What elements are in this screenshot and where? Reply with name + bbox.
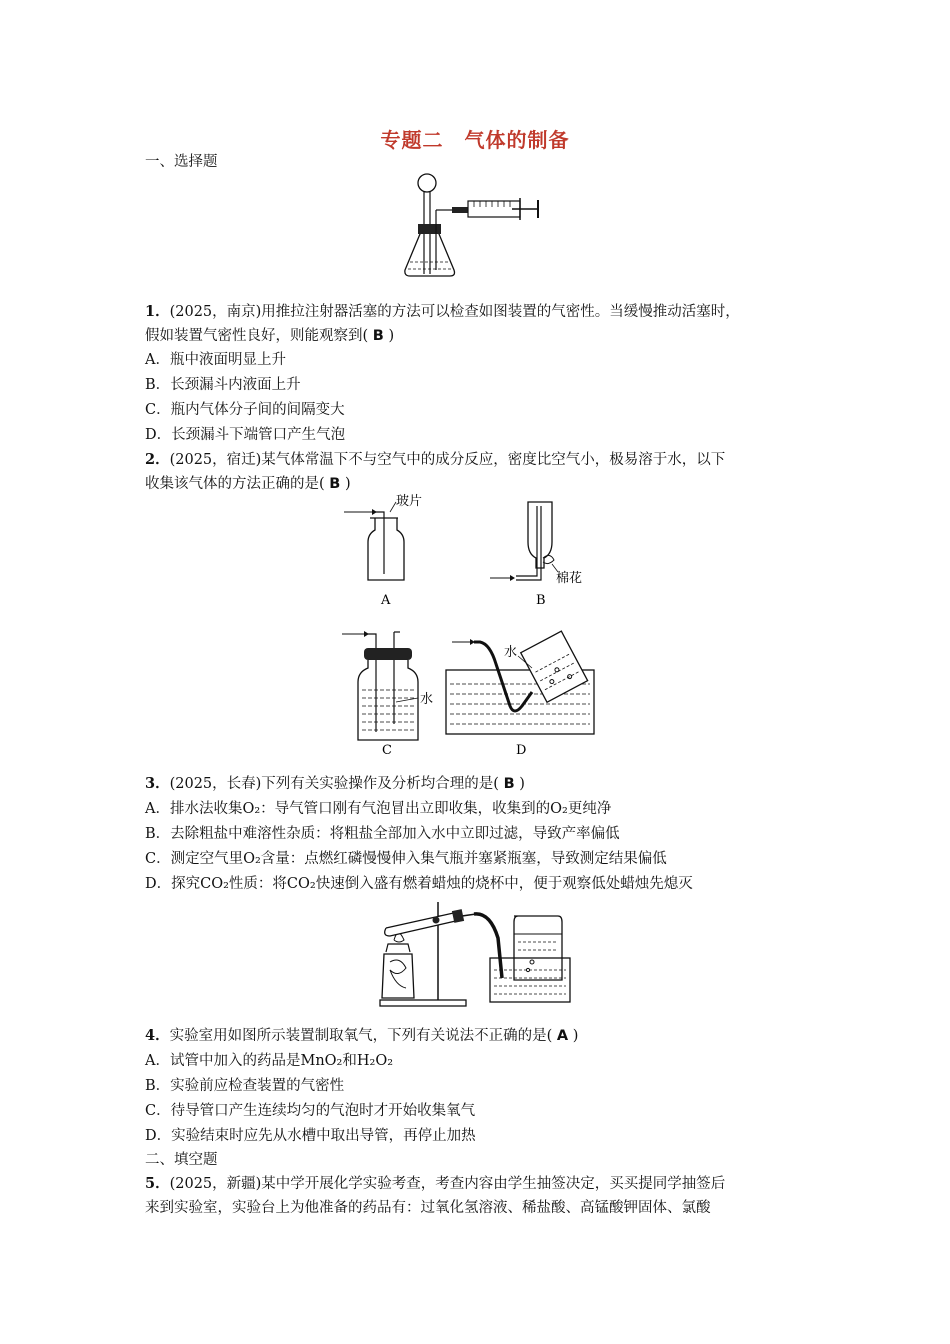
figure-oxygen-preparation-apparatus: [378, 898, 578, 1010]
q1-line2: [145, 326, 394, 346]
label-c: C: [382, 743, 392, 758]
option: C．待导管口产生连续均匀的气泡时才开始收集氧气: [145, 1103, 476, 1119]
figure-gas-collection-options: [340, 492, 600, 762]
option: A．瓶中液面明显上升: [145, 352, 286, 368]
option: B．去除粗盐中难溶性杂质：将粗盐全部加入水中立即过滤，导致产率偏低: [145, 826, 620, 842]
answer: B: [329, 476, 341, 492]
page-title: 专题二 气体的制备: [380, 128, 570, 152]
option: B．长颈漏斗内液面上升: [145, 377, 301, 393]
option-d-apparatus: [446, 631, 594, 758]
q1-stem: (2025，南京)用推拉注射器活塞的方法可以检查如图装置的气密性。当缓慢推动活塞时，: [169, 304, 740, 320]
q5-line2: 来到实验室，实验台上为他准备的药品有：过氧化氢溶液、稀盐酸、高锰酸钾固体、氯酸: [145, 1200, 711, 1216]
option: D．探究CO₂性质：将CO₂快速倒入盛有燃着蜡烛的烧杯中，便于观察低处蜡烛先熄灭: [145, 876, 693, 892]
option: C．瓶内气体分子间的间隔变大: [145, 402, 345, 418]
section-heading-choice: 一、选择题: [145, 154, 218, 170]
label-a: A: [381, 593, 391, 608]
paren: ): [344, 476, 351, 492]
section-heading-fill: 二、填空题: [145, 1152, 218, 1168]
q2-line1: [145, 450, 725, 470]
q4-stem: 实验室用如图所示装置制取氧气，下列有关说法不正确的是(: [169, 1028, 553, 1044]
option: D．长颈漏斗下端管口产生气泡: [145, 427, 346, 443]
option: A．排水法收集O₂：导气管口刚有气泡冒出立即收集，收集到的O₂更纯净: [145, 801, 612, 817]
q3-line1: [145, 774, 525, 794]
q3-stem: (2025，长春)下列有关实验操作及分析均合理的是(: [169, 776, 499, 792]
q1-line1: [145, 302, 740, 322]
label-d: D: [516, 743, 527, 758]
option-a-apparatus: [344, 493, 422, 608]
question-number: 2．: [145, 451, 170, 468]
option: B．实验前应检查装置的气密性: [145, 1078, 345, 1094]
option: C．测定空气里O₂含量：点燃红磷慢慢伸入集气瓶并塞紧瓶塞，导致测定结果偏低: [145, 851, 667, 867]
paren: ): [388, 328, 395, 344]
question-number: 4．: [145, 1027, 170, 1044]
question-number: 1．: [145, 303, 170, 320]
question-number: 5．: [145, 1175, 170, 1192]
option: A．试管中加入的药品是MnO₂和H₂O₂: [145, 1053, 394, 1069]
answer: A: [556, 1028, 569, 1044]
q2-line2: [145, 474, 351, 494]
paren: ): [572, 1028, 579, 1044]
q1-stem-cont: 假如装置气密性良好，则能观察到(: [145, 328, 369, 344]
figure-airtightness-apparatus: [400, 170, 550, 286]
answer: B: [503, 776, 515, 792]
label-water-d: 水: [504, 645, 518, 660]
q5-stem: (2025，新疆)某中学开展化学实验考查，考查内容由学生抽签决定，买买提同学抽签后: [169, 1176, 726, 1192]
answer: B: [372, 328, 384, 344]
q2-stem: (2025，宿迁)某气体常温下不与空气中的成分反应，密度比空气小，极易溶于水，以下: [169, 452, 726, 468]
option: D．实验结束时应先从水槽中取出导管，再停止加热: [145, 1128, 476, 1144]
q2-stem-cont: 收集该气体的方法正确的是(: [145, 476, 325, 492]
option-c-apparatus: [342, 631, 433, 758]
q5-line1: [145, 1174, 725, 1194]
label-glass-slide: 玻片: [396, 494, 423, 509]
paren: ): [519, 776, 525, 792]
label-water: 水: [420, 692, 434, 707]
q4-line1: [145, 1026, 578, 1046]
option-b-apparatus: [490, 502, 582, 608]
label-cotton: 棉花: [556, 571, 583, 586]
label-b: B: [536, 593, 546, 608]
question-number: 3．: [145, 775, 170, 792]
